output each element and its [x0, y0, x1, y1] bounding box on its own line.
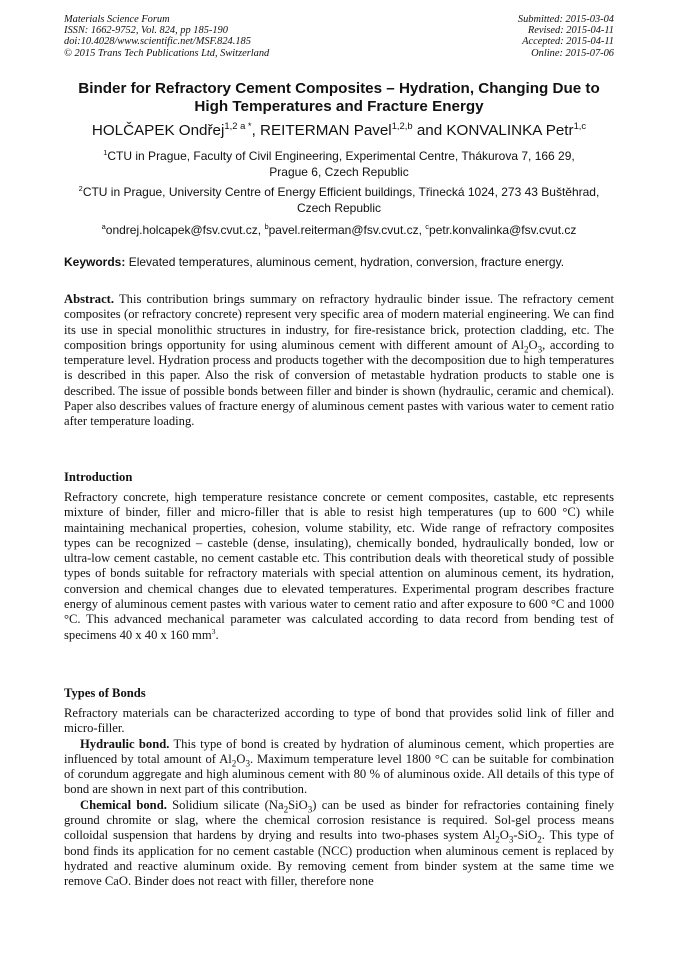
chemical-text-5: -SiO [513, 828, 538, 843]
hydraulic-bond-paragraph [64, 737, 614, 798]
chemical-text-4: O [499, 828, 509, 843]
keywords-label: Keywords: [64, 255, 126, 269]
affiliation-2-line-2: Czech Republic [296, 201, 382, 215]
hydraulic-sub-1: 2 [231, 758, 237, 769]
chemical-bond-paragraph [64, 798, 614, 890]
affiliation-1 [50, 148, 628, 180]
bonds-paragraph-1: Refractory materials can be characterized according to type of bond that provides solid link of filler and micro-filler. [64, 706, 614, 736]
chemical-text-2: SiO [288, 797, 308, 812]
affiliation-2 [50, 184, 628, 216]
email-2[interactable]: pavel.reiterman@fsv.cvut.cz, [268, 223, 426, 237]
hydraulic-text-1: This type of bond is created by hydration of aluminous cement, which properties are influenced by total amount of Al [64, 736, 614, 766]
hydraulic-text-2: O [236, 751, 246, 766]
introduction-end: . [215, 627, 219, 642]
chemical-sub-3: 2 [495, 834, 500, 845]
chemical-text-1: Solidium silicate (Na [166, 797, 284, 812]
email-1[interactable]: ondrej.holcapek@fsv.cvut.cz, [105, 223, 265, 237]
introduction-text: Refractory concrete, high temperature resistance concrete or cement composites, castable, etc represents mixture of binder, filler and micro-filler that is able to resist high temperatures (up to 600 °C) while maintaining mechanical properties, cohesion, volume stability, etc. Wide range of refractory composites types can be recognized – casteble (dense, insulating), chemically bonded, hydraulically bonded, low or ultra-low cement castable, no cement castable etc. This contribution deals with theoretical study of possible types of bonds suitable for refractory materials with special attention on aluminous cement, its hydration, conversion and chemical changes due to elevated temperatures. Experimental program describes fracture energy of aluminous cement pastes with various water to cement ratio and after exposure to 600 °C and 1000 °C. This advanced mechanical parameter was calculated according to data record from bending test of specimens 40 x 40 x 160 mm [64, 490, 614, 642]
abstract-text-1: This contribution brings summary on refractory hydraulic binder issue. The refractory cement composites (or refractory concrete) represent very specific area of modern material engineering. We can find its use in special monolithic structures in industry, for fire-resistance brick, protection cladding, etc. The composition brings opportunity for using aluminous cement with different amount of Al [64, 292, 614, 352]
abstract-sub-2: 3 [537, 344, 543, 355]
types-of-bonds-body [64, 706, 614, 890]
email-a-mark: a [101, 222, 106, 231]
submitted-date: Submitted: 2015-03-04 [517, 14, 614, 25]
revised-date: Revised: 2015-04-11 [527, 25, 614, 37]
keywords-text: Elevated temperatures, aluminous cement, hydration, conversion, fracture energy. [125, 255, 565, 269]
doi: doi:10.4028/www.scientific.net/MSF.824.185 [64, 36, 251, 48]
title-line-1: Binder for Refractory Cement Composites – Hydration, Changing Due to [78, 80, 600, 97]
journal-header-right [518, 14, 614, 59]
journal-name: Materials Science Forum [64, 14, 170, 25]
introduction-sup: 3 [211, 626, 216, 636]
author-3: and KONVALINKA Petr [412, 122, 574, 139]
chemical-text-3: ) can be used as binder for refractories containing finely ground chromite or slag, where the chemical corrosion resistance is required. Sol-gel process means colloidal suspension that hardens by drying and results into two-phases system Al [64, 797, 614, 843]
author-1: HOLČAPEK Ondřej [91, 122, 225, 139]
chemical-sub-2: 3 [307, 804, 313, 815]
affiliation-2-line-1: CTU in Prague, University Centre of Energy Efficient buildings, Třinecká 1024, 273 43 Buštěhrad, [82, 185, 600, 199]
issn: ISSN: 1662-9752, Vol. 824, pp 185-190 [64, 25, 228, 37]
affiliation-1-line-1: CTU in Prague, Faculty of Civil Engineering, Experimental Centre, Thákurova 7, 166 29, [107, 149, 575, 163]
hydraulic-sub-2: 3 [245, 758, 250, 769]
author-1-sup: 1,2 a * [224, 119, 252, 131]
chemical-sub-4: 3 [508, 834, 514, 845]
author-list [40, 121, 638, 141]
abstract [64, 292, 614, 430]
abstract-label: Abstract. [64, 292, 115, 306]
affiliation-2-num: 2 [78, 184, 83, 193]
affiliation-1-line-2: Prague 6, Czech Republic [269, 165, 409, 179]
paper-title [50, 80, 628, 116]
author-2: , REITERMAN Pavel [251, 122, 392, 139]
journal-header-left [64, 14, 269, 59]
email-list [50, 222, 628, 238]
chemical-text-6: . This type of bond finds its application for no cement castable (NCC) production when aluminous cement is replaced by hydrated and reactive aluminum oxide. By removing cement from binder system at the same time we remove CaO. Binder does not react with filler, therefore none [64, 828, 614, 889]
introduction-body [64, 490, 614, 643]
chemical-bond-label: Chemical bond. [80, 797, 167, 812]
author-3-sup: 1,c [573, 119, 587, 131]
author-2-sup: 1,2,b [391, 119, 413, 131]
online-date: Online: 2015-07-06 [531, 47, 614, 59]
title-line-2: High Temperatures and Fracture Energy [194, 98, 484, 115]
email-b-mark: b [264, 222, 269, 231]
chemical-sub-1: 2 [283, 804, 289, 815]
chemical-sub-5: 2 [537, 834, 542, 845]
copyright: © 2015 Trans Tech Publications Ltd, Switzerland [64, 47, 270, 59]
hydraulic-text-3: . Maximum temperature level 1800 °C can be suitable for combination of corundum aggregate and high aluminous cement with 80 % of aluminous oxide. All details of this type of bond are shown in next part of this contribution. [64, 751, 614, 797]
keywords [64, 255, 624, 270]
abstract-sub-1: 2 [523, 344, 529, 355]
hydraulic-bond-label: Hydraulic bond. [80, 736, 170, 751]
abstract-text-2: O [528, 337, 538, 352]
section-heading-introduction: Introduction [64, 470, 133, 484]
section-heading-types-of-bonds: Types of Bonds [64, 686, 146, 700]
email-3[interactable]: petr.konvalinka@fsv.cvut.cz [429, 223, 577, 237]
accepted-date: Accepted: 2015-04-11 [522, 36, 614, 48]
email-c-mark: c [425, 222, 430, 231]
abstract-text-3: , according to temperature level. Hydration process and products together with the decomposition due to high temperatures is described in this paper. Also the risk of conversion of metastable hydration products to stable one is described. The issue of possible bonds between filler and binder is shown (hydraulic, ceramic and chemical). Paper also describes values of fracture energy of aluminous cement pastes with various water to cement ratio after temperature loading. [64, 337, 614, 429]
affiliation-1-num: 1 [103, 148, 108, 157]
